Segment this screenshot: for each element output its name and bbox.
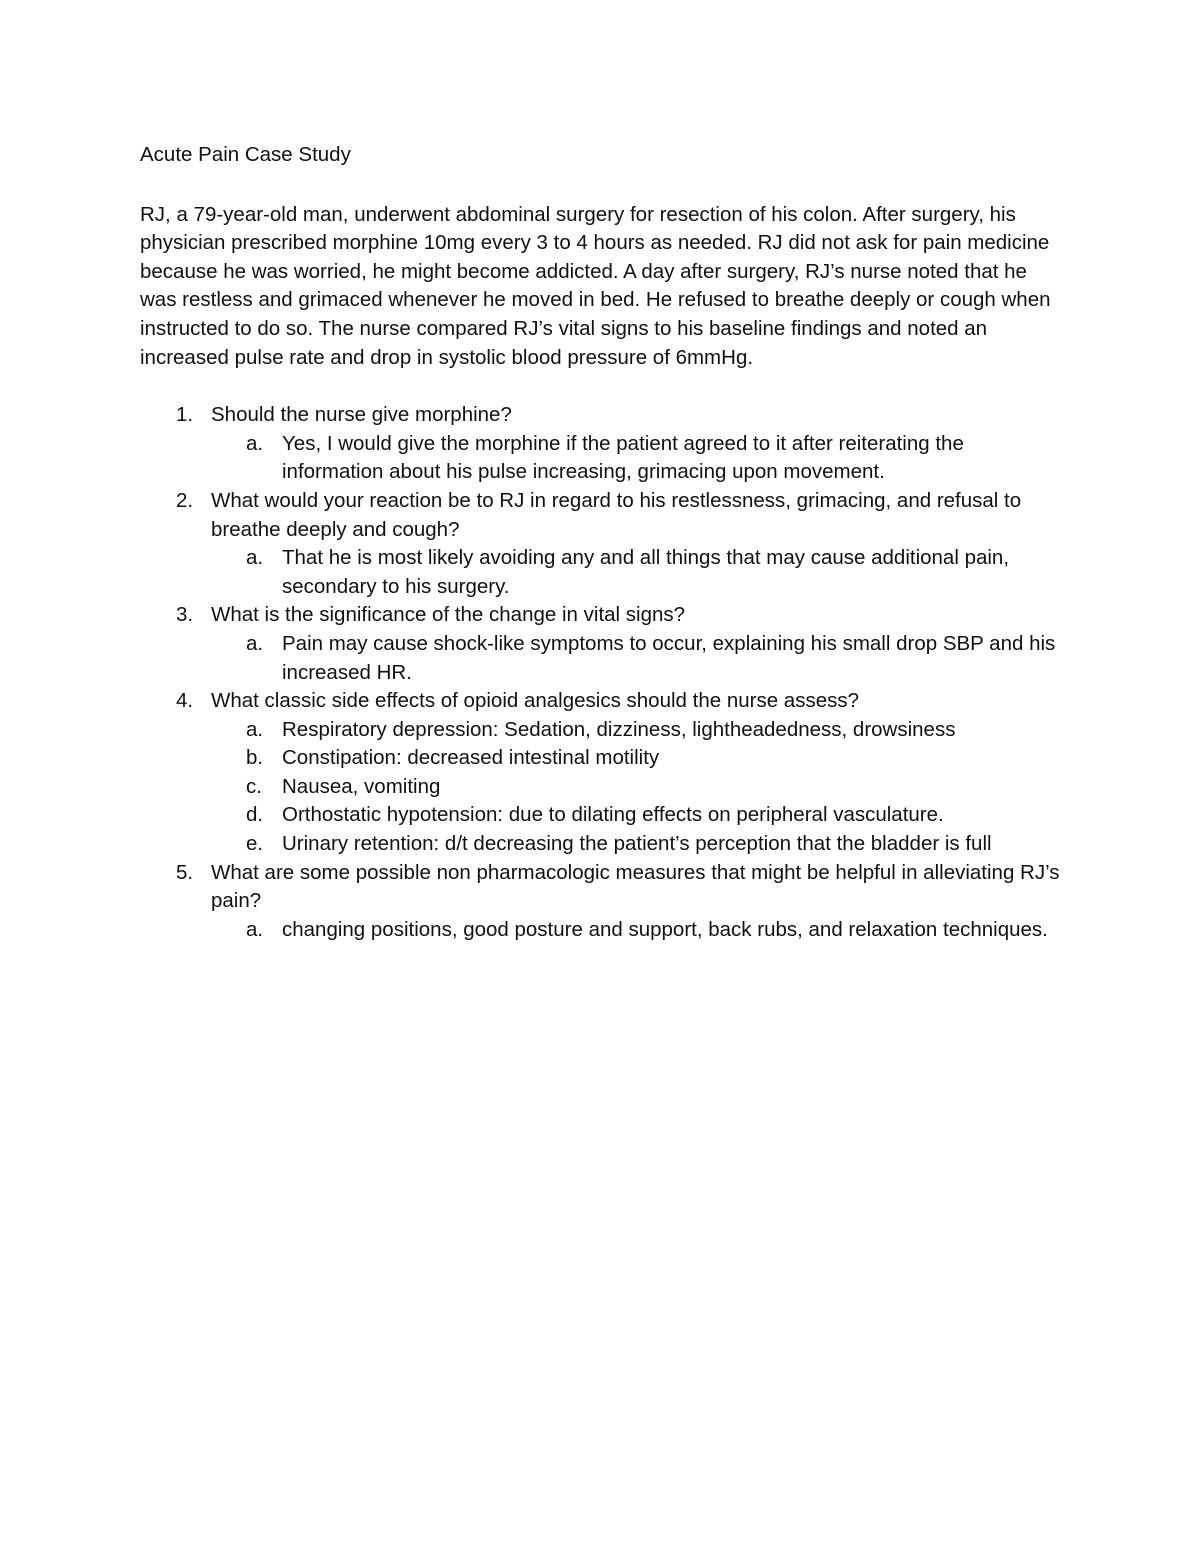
answer-list xyxy=(211,430,1060,487)
answer-item xyxy=(210,630,1060,687)
answer-text: Urinary retention: d/t decreasing the patient’s perception that the bladder is full xyxy=(282,832,992,856)
answer-text: That he is most likely avoiding any and all things that may cause additional pain, secondary to his surgery. xyxy=(282,546,1010,598)
answer-item xyxy=(210,773,1060,802)
question-number: 1. xyxy=(176,403,194,427)
question-text: What are some possible non pharmacologic measures that might be helpful in alleviating RJ’s pain? xyxy=(211,860,1060,913)
question-text: What would your reaction be to RJ in regard to his restlessness, grimacing, and refusal to breathe deeply and cough? xyxy=(211,488,1022,541)
answer-letter: b. xyxy=(246,746,264,770)
answer-item xyxy=(210,801,1060,830)
answer-item xyxy=(210,544,1060,601)
question-number: 3. xyxy=(176,603,194,627)
document-title: Acute Pain Case Study xyxy=(140,143,351,166)
answer-text: Nausea, vomiting xyxy=(282,774,441,798)
answer-list xyxy=(211,716,1060,859)
document-content xyxy=(140,141,1060,944)
answer-text: Orthostatic hypotension: due to dilating effects on peripheral vasculature. xyxy=(282,803,944,827)
answer-item xyxy=(210,744,1060,773)
question-item xyxy=(140,401,1060,487)
question-text: What is the significance of the change in vital signs? xyxy=(211,603,686,627)
answer-item xyxy=(210,830,1060,859)
question-item xyxy=(140,687,1060,859)
answer-letter: a. xyxy=(246,431,264,455)
answer-item xyxy=(210,916,1060,945)
answer-letter: c. xyxy=(246,774,262,798)
answer-text: changing positions, good posture and support, back rubs, and relaxation techniques. xyxy=(282,917,1048,941)
answer-letter: a. xyxy=(246,546,264,570)
question-text: Should the nurse give morphine? xyxy=(211,403,512,427)
answer-letter: a. xyxy=(246,917,264,941)
answer-letter: a. xyxy=(246,631,264,655)
question-number: 4. xyxy=(176,689,194,713)
question-number: 2. xyxy=(176,488,194,512)
answer-item xyxy=(210,716,1060,745)
answer-text: Respiratory depression: Sedation, dizziness, lightheadedness, drowsiness xyxy=(282,717,956,741)
answer-list xyxy=(211,916,1060,945)
answer-letter: a. xyxy=(246,717,264,741)
question-item xyxy=(140,859,1060,945)
answer-item xyxy=(210,430,1060,487)
question-number: 5. xyxy=(176,860,194,884)
answer-list xyxy=(211,544,1060,601)
answer-text: Pain may cause shock-like symptoms to occur, explaining his small drop SBP and his increased HR. xyxy=(282,631,1056,684)
answer-letter: d. xyxy=(246,803,264,827)
answer-list xyxy=(211,630,1060,687)
answer-text: Constipation: decreased intestinal motility xyxy=(282,746,660,770)
case-intro-paragraph: RJ, a 79-year-old man, underwent abdominal surgery for resection of his colon. After surgery, his physician prescribed morphine 10mg every 3 to 4 hours as needed. RJ did not ask for pain medicine because he was worried, he might become addicted. A day after surgery, RJ’s nurse noted that he was restless and grimaced whenever he moved in bed. He refused to breathe deeply or cough when instructed to do so. The nurse compared RJ’s vital signs to his baseline findings and noted an increased pulse rate and drop in systolic blood pressure of 6mmHg. xyxy=(140,202,1051,369)
question-item xyxy=(140,601,1060,687)
question-item xyxy=(140,487,1060,601)
question-list xyxy=(140,401,1060,944)
question-text: What classic side effects of opioid analgesics should the nurse assess? xyxy=(211,689,860,713)
answer-letter: e. xyxy=(246,832,264,856)
answer-text: Yes, I would give the morphine if the patient agreed to it after reiterating the information about his pulse increasing, grimacing upon movement. xyxy=(282,431,964,484)
